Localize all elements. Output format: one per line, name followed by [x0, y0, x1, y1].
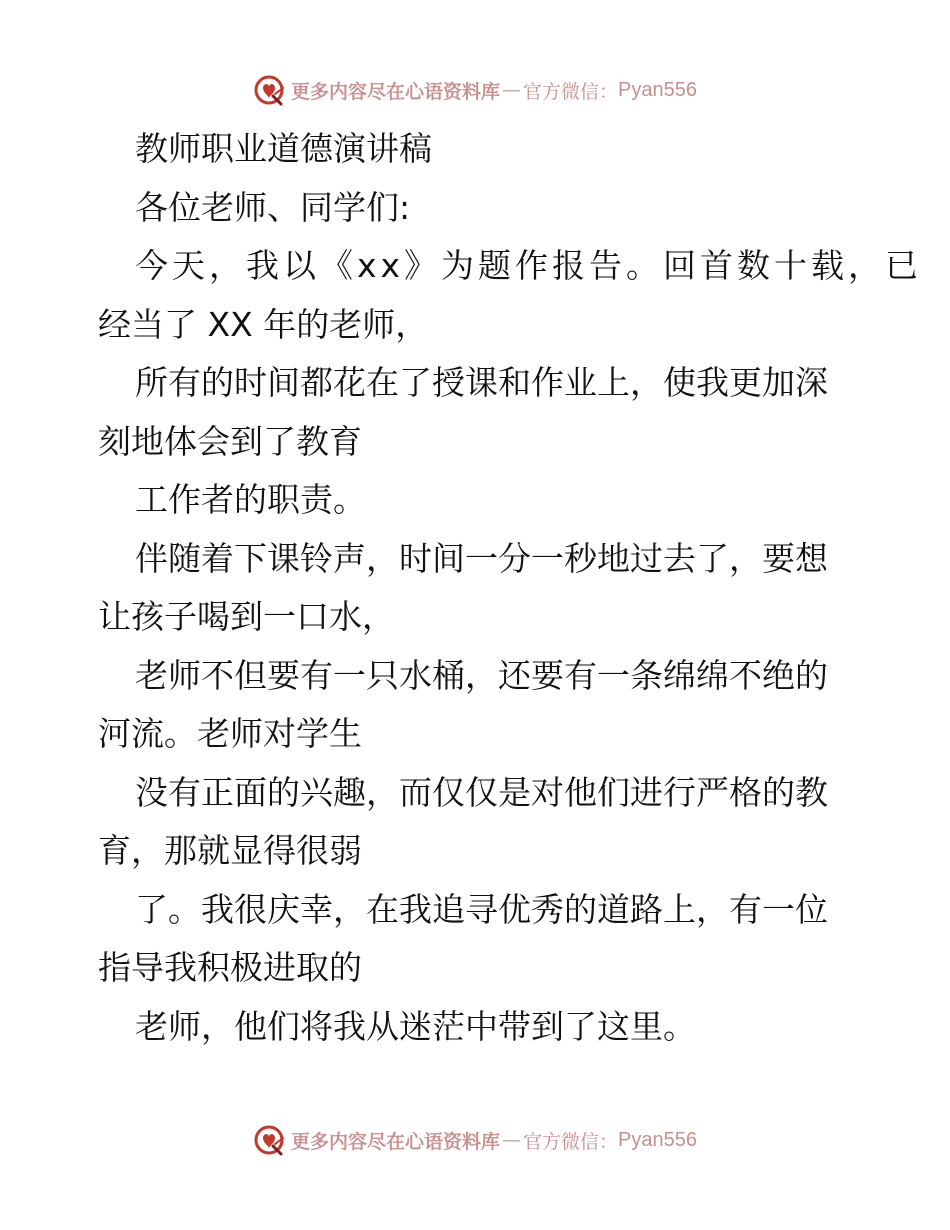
paragraph-line: 让孩子喝到一口水，: [98, 597, 395, 636]
paragraph-line: 今天，我以《xx》为题作报告。回首数十载，已: [135, 246, 923, 285]
footer-banner: [0, 1120, 950, 1160]
banner-main-text: 更多内容尽在心语资料库: [291, 80, 501, 103]
paragraph-line: 育，那就显得很弱: [98, 831, 362, 870]
paragraph-line: 没有正面的兴趣，而仅仅是对他们进行严格的教: [135, 772, 828, 812]
paragraph-line: 伴随着下课铃声，时间一分一秒地过去了，要想: [135, 538, 828, 578]
paragraph-line: 指导我积极进取的: [98, 948, 362, 987]
paragraph-line: 所有的时间都花在了授课和作业上，使我更加深: [135, 363, 828, 402]
document-body: [98, 120, 923, 1056]
document-greeting: 各位老师、同学们:: [135, 187, 411, 227]
heart-pen-logo-icon: [253, 74, 285, 106]
paragraph-line: 老师，他们将我从迷茫中带到了这里。: [135, 1006, 696, 1046]
paragraph-line: 经当了 XX 年的老师，: [98, 304, 429, 344]
paragraph-line: 工作者的职责。: [135, 480, 366, 519]
banner-wechat-label: 官方微信：: [523, 80, 619, 103]
paragraph-line: 老师不但要有一只水桶，还要有一条绵绵不绝的: [135, 655, 828, 695]
banner-dash: —: [502, 1129, 522, 1151]
banner-dash: —: [502, 79, 522, 101]
paragraph-line: 河流。老师对学生: [98, 714, 362, 753]
heart-pen-logo-icon: [253, 1124, 285, 1156]
banner-wechat-id: Pyan556: [618, 1128, 697, 1151]
paragraph-line: 刻地体会到了教育: [98, 421, 362, 461]
header-banner: [0, 70, 950, 110]
paragraph-line: 了。我很庆幸，在我追寻优秀的道路上，有一位: [135, 889, 828, 929]
banner-wechat-label: 官方微信：: [523, 1130, 619, 1153]
banner-main-text: 更多内容尽在心语资料库: [291, 1130, 501, 1153]
document-title: 教师职业道德演讲稿: [135, 129, 432, 168]
banner-wechat-id: Pyan556: [618, 78, 697, 101]
